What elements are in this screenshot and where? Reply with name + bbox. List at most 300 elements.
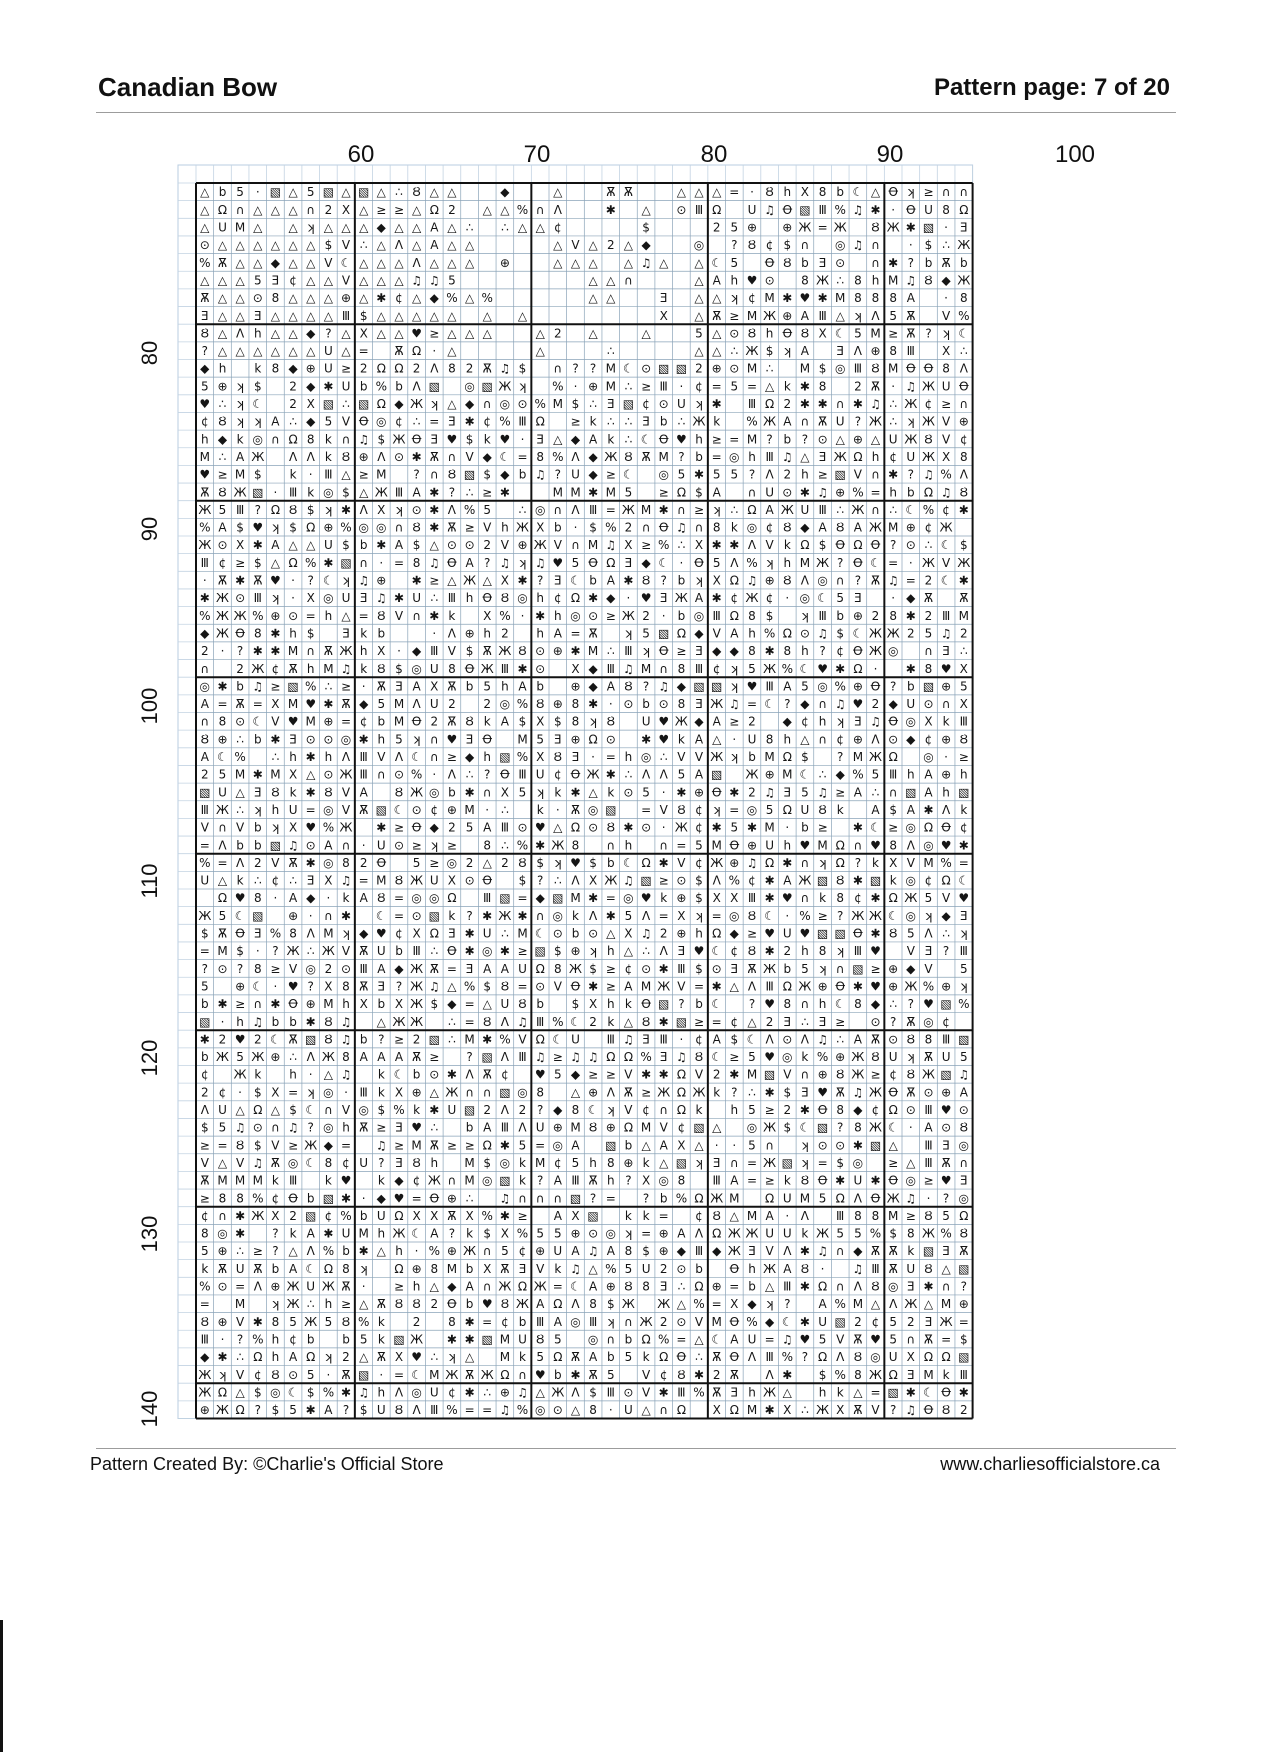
svg-text:∩: ∩: [694, 520, 704, 535]
svg-text:·: ·: [714, 1138, 719, 1153]
svg-text:¢: ¢: [642, 1103, 650, 1117]
svg-text:k: k: [572, 908, 579, 923]
svg-text:∴: ∴: [889, 397, 898, 411]
svg-text:M: M: [799, 361, 811, 376]
svg-text:△: △: [394, 220, 404, 235]
svg-text:$: $: [959, 1332, 968, 1347]
svg-text:⊙: ⊙: [870, 1014, 881, 1029]
svg-text:Ѫ: Ѫ: [341, 1367, 351, 1382]
svg-text:Λ: Λ: [235, 326, 245, 341]
svg-text:Ȣ: Ȣ: [412, 1297, 421, 1312]
svg-text:2: 2: [448, 697, 456, 712]
svg-text:△: △: [835, 308, 845, 323]
svg-text:△: △: [553, 255, 563, 270]
svg-text:Ǝ: Ǝ: [783, 785, 792, 800]
svg-text:k: k: [942, 1367, 950, 1382]
svg-text:△: △: [464, 238, 475, 253]
svg-text:?: ?: [678, 997, 685, 1012]
svg-text:Λ: Λ: [465, 1067, 474, 1082]
svg-text:≥: ≥: [393, 202, 405, 217]
svg-text:△: △: [694, 291, 704, 306]
svg-text:k: k: [254, 361, 262, 376]
svg-text:☾: ☾: [817, 591, 828, 606]
svg-text:A: A: [730, 1173, 739, 1188]
svg-text:∩: ∩: [800, 1067, 810, 1082]
svg-text:Ω: Ω: [217, 1385, 228, 1400]
svg-text:X: X: [783, 1403, 792, 1418]
svg-text:%: %: [834, 679, 846, 694]
svg-text:¢: ¢: [871, 1314, 880, 1329]
svg-text:△: △: [553, 432, 563, 447]
svg-text:Ѫ: Ѫ: [570, 1350, 581, 1365]
svg-text:Λ: Λ: [394, 238, 404, 253]
svg-text:Ǝ: Ǝ: [624, 555, 633, 570]
svg-text:Ⅲ: Ⅲ: [659, 1032, 668, 1047]
svg-text:U: U: [306, 1279, 316, 1294]
svg-text:M: M: [888, 361, 899, 376]
svg-text:△: △: [235, 291, 245, 306]
svg-text:M: M: [270, 767, 281, 782]
svg-text:☾: ☾: [570, 1279, 581, 1294]
svg-text:A: A: [412, 485, 421, 500]
svg-text:X: X: [941, 450, 951, 464]
svg-text:Ж: Ж: [922, 1226, 935, 1241]
svg-text:M: M: [411, 1138, 422, 1153]
svg-text:✱: ✱: [235, 1226, 246, 1241]
svg-text:Ж: Ж: [445, 1085, 459, 1100]
svg-text:Ω: Ω: [253, 1350, 263, 1365]
svg-text:Ω: Ω: [535, 1032, 545, 1047]
svg-text:b: b: [748, 750, 756, 764]
svg-text:✱: ✱: [923, 803, 934, 817]
svg-text:h: h: [289, 626, 297, 641]
svg-text:⊕: ⊕: [217, 1314, 228, 1329]
svg-text:△: △: [359, 291, 369, 306]
svg-text:Ѫ: Ѫ: [341, 697, 351, 712]
svg-text:Ω: Ω: [782, 750, 792, 764]
svg-text:▧: ▧: [305, 1208, 317, 1223]
svg-text:▧: ▧: [463, 467, 476, 482]
svg-text:∩: ∩: [835, 397, 845, 411]
svg-text:△: △: [500, 202, 510, 217]
svg-text:◆: ◆: [694, 714, 704, 729]
svg-text:△: △: [482, 997, 492, 1012]
svg-text:✱: ✱: [852, 397, 863, 411]
svg-text:⊙: ⊙: [305, 732, 316, 747]
svg-text:Ж: Ж: [410, 397, 424, 411]
svg-text:=: =: [411, 1191, 422, 1206]
svg-text:Ⅲ: Ⅲ: [677, 1385, 686, 1400]
svg-text:✱: ✱: [676, 785, 687, 800]
svg-text:M: M: [852, 750, 864, 764]
svg-text:⊕: ⊕: [746, 220, 758, 235]
svg-text:◎: ◎: [429, 891, 440, 906]
svg-text:V: V: [341, 785, 351, 800]
svg-text:h: h: [783, 732, 792, 747]
svg-text:⊙: ⊙: [552, 1403, 563, 1418]
svg-text:U: U: [835, 414, 845, 429]
svg-text:Ⅲ: Ⅲ: [536, 1314, 545, 1329]
svg-text:♥: ♥: [481, 1297, 493, 1312]
svg-text:◆: ◆: [411, 644, 422, 659]
svg-text:8: 8: [571, 838, 580, 853]
svg-text:h: h: [748, 1261, 756, 1276]
svg-text:k: k: [783, 379, 791, 394]
svg-text:♥: ♥: [658, 732, 670, 747]
svg-text:△: △: [729, 1208, 739, 1223]
svg-text:Ж: Ж: [286, 944, 300, 959]
svg-text:U: U: [288, 803, 298, 817]
svg-text:h: h: [606, 1173, 615, 1188]
svg-text:△: △: [288, 185, 298, 200]
svg-text:%: %: [869, 1226, 882, 1241]
svg-text:♫: ♫: [252, 1156, 264, 1170]
svg-text:☾: ☾: [234, 908, 246, 923]
svg-text:X: X: [624, 538, 633, 553]
svg-text:△: △: [800, 732, 810, 747]
svg-text:△: △: [712, 185, 722, 200]
svg-text:Ж: Ж: [957, 555, 971, 570]
svg-text:X: X: [500, 573, 510, 588]
svg-text:✱: ✱: [658, 502, 669, 517]
svg-text:h: h: [289, 750, 297, 764]
svg-text:%: %: [552, 1014, 564, 1029]
svg-text:h: h: [959, 767, 968, 782]
svg-text:◎: ◎: [887, 644, 899, 659]
svg-text:Ǝ: Ǝ: [642, 414, 650, 429]
svg-text:5: 5: [571, 555, 580, 570]
svg-text:⊙: ⊙: [641, 961, 652, 976]
svg-text:U: U: [641, 1261, 651, 1276]
svg-text:X: X: [730, 1297, 739, 1312]
svg-text:Ѫ: Ѫ: [411, 1050, 422, 1065]
svg-text:≥: ≥: [746, 926, 758, 941]
svg-text:△: △: [535, 326, 545, 341]
svg-text:☾: ☾: [905, 502, 917, 517]
svg-text:Ȣ: Ȣ: [394, 785, 404, 800]
svg-text:¢: ¢: [730, 1014, 739, 1029]
svg-text:$: $: [606, 1297, 615, 1312]
svg-text:☾: ☾: [499, 450, 511, 464]
svg-text:◎: ◎: [887, 1279, 899, 1294]
svg-text:∴: ∴: [359, 238, 368, 253]
svg-text:8: 8: [959, 450, 968, 464]
svg-text:Ⅲ: Ⅲ: [959, 1367, 968, 1382]
svg-text:Ж: Ж: [657, 1297, 671, 1312]
svg-text:X: X: [306, 397, 315, 411]
svg-text:M: M: [499, 1332, 511, 1347]
svg-text:=: =: [393, 891, 405, 906]
svg-text:☾: ☾: [217, 750, 228, 764]
svg-text:Ⅲ: Ⅲ: [836, 1208, 845, 1223]
svg-text:Ⅲ: Ⅲ: [359, 750, 368, 764]
svg-text:%: %: [763, 626, 776, 641]
svg-text:⊙: ⊙: [623, 1385, 634, 1400]
svg-text:Ȣ: Ȣ: [606, 714, 615, 729]
svg-text:8: 8: [642, 1279, 650, 1294]
svg-text:▧: ▧: [605, 803, 617, 817]
svg-text:♥: ♥: [817, 1085, 828, 1100]
svg-text:Ω: Ω: [729, 1403, 739, 1418]
svg-text:∩: ∩: [818, 697, 827, 712]
svg-text:⊙: ⊙: [941, 1120, 952, 1135]
svg-text:◎: ◎: [658, 467, 669, 482]
svg-text:k: k: [783, 1173, 791, 1188]
svg-text:$: $: [836, 1156, 845, 1170]
svg-text:ʞ: ʞ: [924, 908, 933, 923]
svg-text:♫: ♫: [411, 273, 422, 288]
website-link[interactable]: www.charliesofficialstore.ca: [940, 1454, 1160, 1474]
svg-text:◎: ◎: [905, 714, 917, 729]
svg-text:△: △: [341, 185, 351, 200]
svg-text:⊕: ⊕: [852, 679, 863, 694]
svg-text:∴: ∴: [942, 926, 950, 941]
svg-text:△: △: [623, 1014, 634, 1029]
svg-text:Ж: Ж: [816, 1403, 830, 1418]
svg-text:♫: ♫: [746, 855, 758, 870]
svg-text:$: $: [536, 855, 545, 870]
svg-text:Ȣ: Ȣ: [341, 1314, 351, 1329]
svg-text:=: =: [711, 379, 722, 394]
svg-text:h: h: [271, 1350, 280, 1365]
svg-text:♫: ♫: [923, 467, 934, 482]
svg-text:·: ·: [520, 608, 525, 623]
svg-text:◆: ◆: [359, 697, 369, 712]
svg-text:⊙: ⊙: [323, 732, 334, 747]
svg-text:△: △: [429, 255, 439, 270]
svg-text:△: △: [447, 255, 457, 270]
svg-text:%: %: [357, 1314, 370, 1329]
svg-text:≥: ≥: [570, 414, 581, 429]
svg-text:8: 8: [342, 979, 350, 994]
svg-text:⊕: ⊕: [323, 714, 334, 729]
svg-text:◆: ◆: [306, 414, 316, 429]
svg-text:Ж: Ж: [869, 414, 882, 429]
svg-text:%: %: [375, 379, 388, 394]
svg-text:∩: ∩: [941, 185, 951, 200]
svg-text:A: A: [359, 785, 368, 800]
svg-text:U: U: [341, 379, 351, 394]
svg-text:∴: ∴: [624, 414, 633, 429]
svg-text:%: %: [252, 1332, 264, 1347]
row-number-90: 90: [137, 516, 162, 542]
svg-text:▧: ▧: [869, 1138, 882, 1153]
svg-text:△: △: [376, 185, 386, 200]
svg-text:¢: ¢: [712, 661, 721, 676]
svg-text:∴: ∴: [465, 220, 474, 235]
svg-text:M: M: [746, 308, 758, 323]
svg-text:·: ·: [361, 838, 366, 853]
svg-text:$: $: [553, 944, 562, 959]
svg-text:∩: ∩: [835, 961, 845, 976]
svg-text:k: k: [660, 891, 668, 906]
svg-text:A: A: [606, 679, 615, 694]
svg-text:Ω: Ω: [818, 1279, 828, 1294]
svg-text:♥: ♥: [411, 1120, 422, 1135]
svg-text:%: %: [516, 750, 529, 764]
svg-text:≥: ≥: [764, 1103, 775, 1117]
svg-text:⊙: ⊙: [464, 873, 475, 888]
svg-text:◎: ◎: [499, 697, 511, 712]
svg-text:A: A: [712, 273, 721, 288]
svg-text:◎: ◎: [323, 591, 334, 606]
svg-text:k: k: [713, 414, 721, 429]
svg-text:◎: ◎: [817, 679, 828, 694]
svg-text:·: ·: [220, 644, 225, 659]
svg-text:Ж: Ж: [498, 1279, 512, 1294]
svg-text:▧: ▧: [834, 926, 846, 941]
svg-text:♥: ♥: [746, 273, 758, 288]
svg-text:X: X: [588, 873, 598, 888]
svg-text:✱: ✱: [711, 979, 722, 994]
svg-text:k: k: [642, 1208, 650, 1223]
svg-text:△: △: [253, 255, 263, 270]
svg-text:X: X: [288, 767, 298, 782]
svg-text:Ж: Ж: [516, 1297, 529, 1312]
svg-text:∴: ∴: [236, 732, 244, 747]
svg-text:h: h: [377, 1226, 386, 1241]
svg-text:⊕: ⊕: [446, 1191, 457, 1206]
svg-text:✱: ✱: [764, 873, 775, 888]
svg-text:%: %: [781, 1350, 794, 1365]
svg-text:Ѫ: Ѫ: [447, 679, 457, 694]
svg-text:·: ·: [344, 1085, 348, 1100]
svg-text:Ȣ: Ȣ: [271, 1367, 280, 1382]
svg-text:A: A: [959, 1085, 968, 1100]
svg-text:X: X: [288, 820, 298, 835]
svg-text:Ω: Ω: [923, 485, 934, 500]
svg-text:%: %: [922, 979, 935, 994]
svg-text:=: =: [482, 1403, 493, 1418]
svg-text:✱: ✱: [323, 1226, 334, 1241]
svg-text:△: △: [588, 273, 598, 288]
svg-text:M: M: [287, 697, 299, 712]
svg-text:Ȣ: Ȣ: [200, 732, 209, 747]
svg-text:2: 2: [712, 220, 721, 235]
svg-text:∩: ∩: [218, 1208, 227, 1223]
svg-text:◎: ◎: [217, 1226, 228, 1241]
svg-text:=: =: [941, 1332, 952, 1347]
svg-text:♫: ♫: [834, 697, 846, 712]
svg-text:Ꝋ: Ꝋ: [694, 555, 704, 570]
svg-text:▧: ▧: [499, 1173, 511, 1188]
svg-text:Ⅲ: Ⅲ: [536, 1014, 545, 1029]
svg-text:∴: ∴: [730, 344, 739, 359]
svg-text:∴: ∴: [836, 1032, 845, 1047]
svg-text:Ж: Ж: [410, 1014, 424, 1029]
svg-text:◆: ◆: [588, 679, 598, 694]
svg-text:X: X: [889, 855, 898, 870]
svg-text:2: 2: [200, 1085, 209, 1100]
svg-text:△: △: [200, 185, 210, 200]
svg-text:Ȣ: Ȣ: [800, 326, 810, 341]
svg-text:Ǝ: Ǝ: [536, 432, 544, 447]
svg-text:∩: ∩: [871, 255, 880, 270]
svg-text:Λ: Λ: [430, 361, 439, 376]
svg-text:✱: ✱: [570, 785, 581, 800]
svg-text:∴: ∴: [801, 1014, 809, 1029]
svg-text:8: 8: [271, 361, 280, 376]
svg-text:Ⅲ: Ⅲ: [518, 414, 527, 429]
svg-text:?: ?: [589, 361, 597, 376]
svg-text:Ω: Ω: [941, 873, 951, 888]
svg-text:¢: ¢: [942, 1014, 950, 1029]
svg-text:?: ?: [748, 467, 756, 482]
svg-text:☾: ☾: [781, 1314, 793, 1329]
svg-text:▧: ▧: [322, 1191, 335, 1206]
svg-text:◎: ◎: [746, 520, 758, 535]
svg-text:◆: ◆: [941, 908, 951, 923]
svg-text:∩: ∩: [765, 1138, 774, 1153]
svg-text:U: U: [218, 220, 227, 235]
svg-text:V: V: [271, 1138, 280, 1153]
svg-text:✱: ✱: [729, 538, 740, 553]
svg-text:ʞ: ʞ: [359, 1261, 368, 1276]
svg-text:≥: ≥: [235, 997, 246, 1012]
svg-text:△: △: [764, 379, 775, 394]
svg-text:Ж: Ж: [304, 1314, 318, 1329]
svg-text:·: ·: [361, 1279, 366, 1294]
svg-text:♫: ♫: [817, 785, 828, 800]
svg-text:Ȣ: Ȣ: [324, 785, 333, 800]
svg-text:Ω: Ω: [535, 961, 545, 976]
svg-text:Ⅲ: Ⅲ: [889, 767, 898, 782]
svg-text:5: 5: [695, 838, 703, 853]
svg-text:5: 5: [677, 467, 686, 482]
svg-text:Λ: Λ: [571, 873, 580, 888]
svg-text:∩: ∩: [306, 202, 316, 217]
svg-text:k: k: [201, 1261, 209, 1276]
svg-text:Ω: Ω: [853, 538, 863, 553]
svg-text:h: h: [218, 361, 227, 376]
svg-text:k: k: [254, 1067, 262, 1082]
svg-text:V: V: [571, 238, 580, 253]
svg-text:b: b: [253, 820, 262, 835]
svg-text:5: 5: [536, 1350, 545, 1365]
svg-text:Ж: Ж: [551, 838, 565, 853]
svg-text:∩: ∩: [535, 908, 545, 923]
svg-text:A: A: [765, 502, 774, 517]
svg-text:△: △: [253, 220, 263, 235]
svg-text:k: k: [236, 432, 244, 447]
svg-text:h: h: [818, 997, 827, 1012]
svg-text:8: 8: [871, 1208, 880, 1223]
svg-text:Λ: Λ: [853, 344, 863, 359]
svg-text:✱: ✱: [411, 450, 422, 464]
svg-text:Ж: Ж: [392, 432, 406, 447]
svg-text:2: 2: [289, 397, 297, 411]
svg-text:◆: ◆: [676, 679, 687, 694]
svg-text:Ж: Ж: [904, 397, 918, 411]
svg-text:·: ·: [785, 908, 790, 923]
svg-text:Ж: Ж: [869, 1085, 882, 1100]
svg-text:∩: ∩: [800, 238, 810, 253]
svg-text:$: $: [518, 873, 527, 888]
svg-text:$: $: [518, 361, 527, 376]
svg-text:◎: ◎: [323, 855, 334, 870]
svg-text:5: 5: [536, 732, 545, 747]
svg-text:Ѫ: Ѫ: [482, 1067, 492, 1082]
svg-text:⊕: ⊕: [941, 679, 952, 694]
svg-text:·: ·: [944, 220, 949, 235]
svg-text:Λ: Λ: [571, 1385, 580, 1400]
svg-text:Ꝋ: Ꝋ: [817, 1103, 828, 1117]
svg-text:△: △: [394, 326, 404, 341]
svg-text:8: 8: [889, 291, 898, 306]
svg-text:8: 8: [854, 1120, 862, 1135]
svg-text:△: △: [606, 291, 616, 306]
svg-text:♥: ♥: [340, 1173, 352, 1188]
